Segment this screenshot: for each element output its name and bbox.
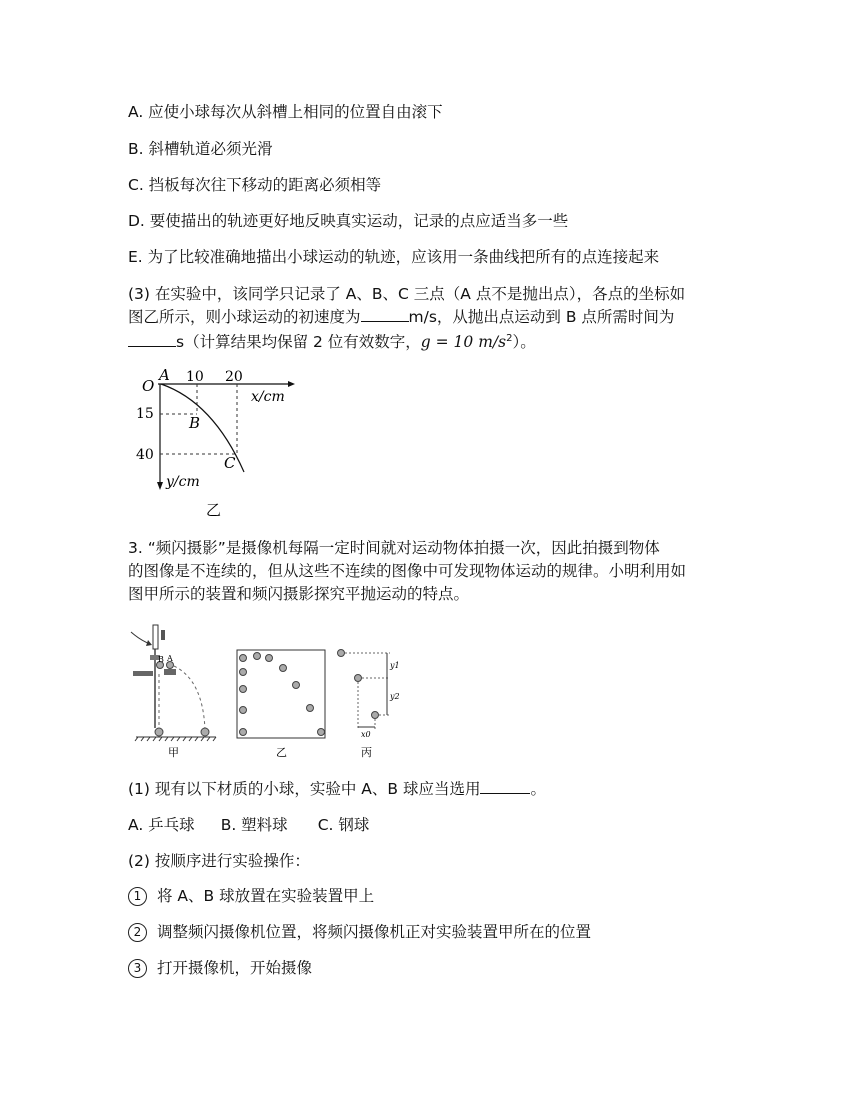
step-1	[128, 885, 374, 907]
tick-y-40: 40	[136, 447, 154, 463]
question3-line2: 的图像是不连续的，但从这些不连续的图像中可发现物体运动的规律。小明利用如	[128, 562, 687, 580]
tick-x-10: 10	[186, 369, 204, 385]
option-e: E. 为了比较准确地描出小球运动的轨迹，应该用一条曲线把所有的点连接起来	[128, 248, 660, 266]
option-d: D. 要使描出的轨迹更好地反映真实运动，记录的点应适当多一些	[128, 212, 569, 230]
answer-blank-velocity	[361, 305, 409, 322]
y-axis-arrow-icon	[157, 482, 163, 490]
dot	[293, 682, 300, 689]
label-y1: y1	[390, 661, 400, 670]
dot	[240, 669, 247, 676]
dot	[240, 729, 247, 736]
option-c: C. 挡板每次往下移动的距离必须相等	[128, 176, 382, 194]
part3-text-c: s（计算结果均保留 2 位有效数字，	[176, 333, 421, 352]
tick-x-20: 20	[225, 369, 243, 385]
apparatus-figure	[128, 622, 398, 762]
step-number-3: 3	[128, 959, 147, 978]
label-o: O	[142, 377, 155, 395]
dot	[280, 665, 287, 672]
step-2	[128, 921, 591, 943]
label-c: C	[224, 454, 236, 472]
material-option-b: B. 塑料球	[220, 816, 288, 834]
label-b-small: B	[158, 655, 164, 664]
step-1-text: 将 A、B 球放置在实验装置甲上	[157, 887, 375, 905]
base-plate-left	[133, 671, 153, 676]
material-option-a: A. 乒乓球	[128, 816, 195, 834]
photo-yi	[237, 650, 325, 759]
hammer-handle	[153, 625, 158, 649]
part1-end: 。	[530, 780, 546, 798]
apparatus-jia	[131, 625, 216, 759]
answer-blank-material	[480, 777, 530, 794]
dot	[372, 712, 379, 719]
label-x0: x0	[361, 730, 371, 739]
label-b: B	[189, 414, 201, 432]
part3-line1: (3) 在实验中，该同学只记录了 A、B、C 三点（A 点不是抛出点），各点的坐标如	[128, 285, 686, 303]
answer-blank-time	[128, 330, 176, 347]
part3-text-end: ）。	[512, 333, 536, 352]
dot	[240, 707, 247, 714]
option-a: A. 应使小球每次从斜槽上相同的位置自由滚下	[128, 103, 443, 121]
part3-text-b: m/s，从抛出点运动到 B 点所需时间为	[408, 308, 675, 326]
gravity-sup: 2	[506, 333, 513, 344]
part3-text-a: 图乙所示，则小球运动的初速度为	[128, 308, 361, 326]
question3-line1: 3. “频闪摄影”是摄像机每隔一定时间就对运动物体拍摄一次，因此拍摄到物体	[128, 539, 660, 557]
part1-line	[128, 777, 546, 800]
part3-line3	[128, 328, 536, 353]
photo-bing	[338, 650, 400, 760]
part1-options	[128, 814, 369, 836]
photo-frame	[237, 650, 325, 738]
figure1-caption: 乙	[206, 501, 222, 519]
dot	[240, 655, 247, 662]
dot	[266, 655, 273, 662]
trajectory-graph	[128, 362, 308, 522]
caption-yi: 乙	[276, 746, 287, 759]
step-number-1: 1	[128, 887, 147, 906]
dot	[338, 650, 345, 657]
label-a-small: A	[167, 654, 173, 663]
caption-jia: 甲	[168, 746, 179, 759]
ground-hatch	[135, 737, 216, 741]
caption-bing: 丙	[361, 746, 372, 759]
base-plate-right	[164, 669, 176, 675]
dot	[355, 675, 362, 682]
question3-line3: 图甲所示的装置和频闪摄影探究平抛运动的特点。	[128, 585, 470, 603]
label-a: A	[159, 366, 170, 384]
part1-text: (1) 现有以下材质的小球，实验中 A、B 球应当选用	[128, 780, 481, 798]
material-option-c: C. 钢球	[317, 816, 370, 834]
part2-heading: (2) 按顺序进行实验操作：	[128, 852, 310, 870]
x-axis-arrow-icon	[288, 381, 295, 387]
label-y2: y2	[390, 692, 400, 701]
hammer-head	[161, 630, 165, 640]
option-b: B. 斜槽轨道必须光滑	[128, 140, 273, 158]
dot	[254, 653, 261, 660]
step-2-text: 调整频闪摄像机位置，将频闪摄像机正对实验装置甲所在的位置	[157, 923, 592, 941]
fall-path-a	[174, 666, 205, 730]
dot	[307, 705, 314, 712]
y-axis-label: y/cm	[166, 474, 200, 490]
ball-a-ground	[201, 728, 209, 736]
tick-y-15: 15	[136, 406, 154, 422]
hammer-arrow	[131, 632, 150, 644]
ball-b-ground	[155, 728, 163, 736]
step-3	[128, 957, 312, 979]
dot	[318, 729, 325, 736]
step-number-2: 2	[128, 923, 147, 942]
gravity-formula: g = 10 m/s	[420, 333, 507, 352]
part3-line2	[128, 305, 674, 328]
dot	[240, 686, 247, 693]
x-axis-label: x/cm	[251, 389, 285, 405]
step-3-text: 打开摄像机，开始摄像	[157, 959, 313, 977]
